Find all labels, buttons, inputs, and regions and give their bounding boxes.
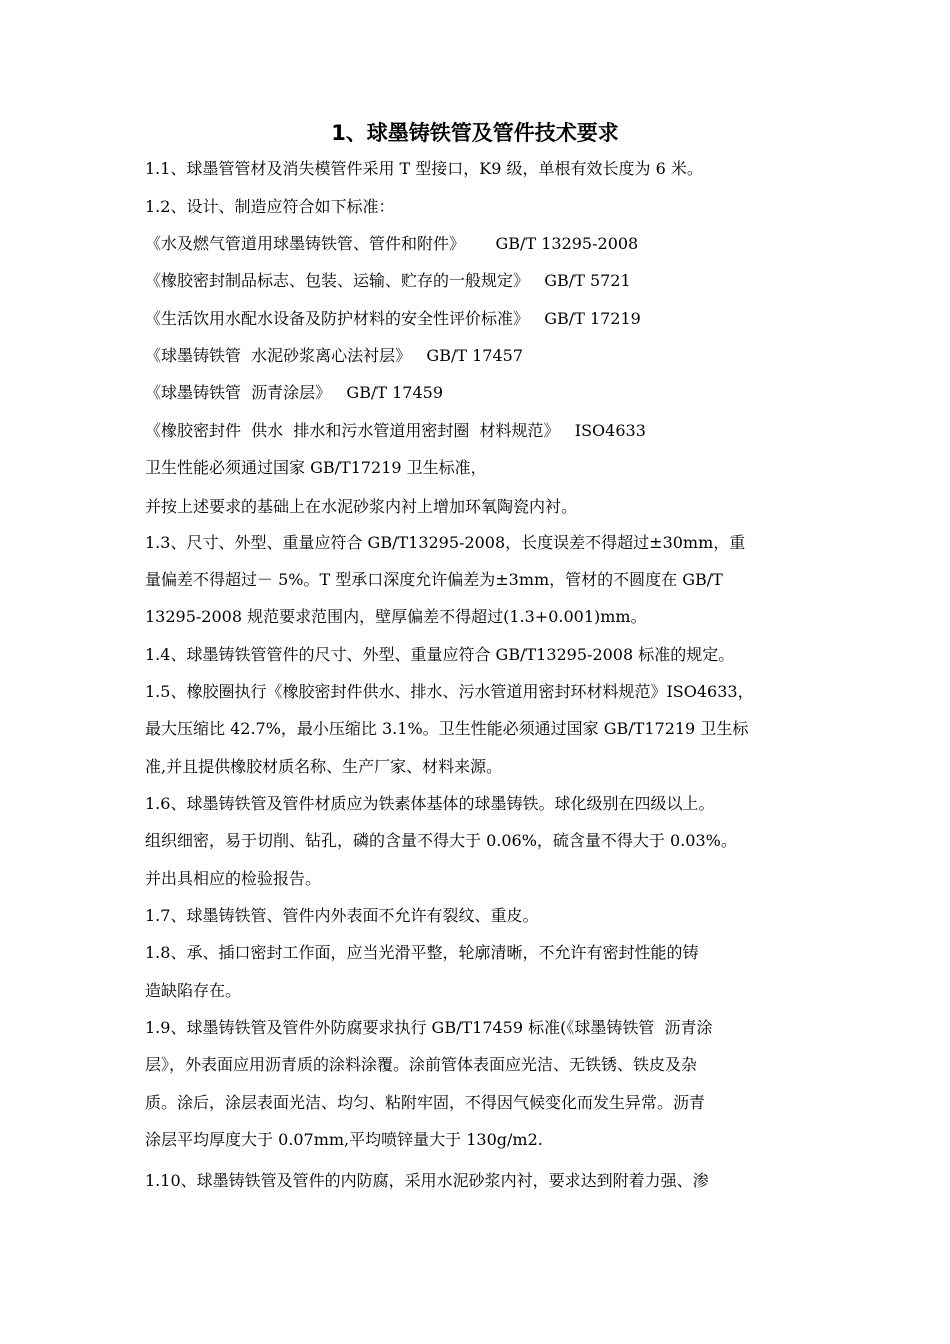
text-line: 《橡胶密封制品标志、包装、运输、贮存的一般规定》 GB/T 5721 [145,271,631,290]
text-line: 组织细密，易于切削、钻孔，磷的含量不得大于 0.06%，硫含量不得大于 0.03%。 [145,831,737,850]
text-line: 量偏差不得超过－ 5%。T 型承口深度允许偏差为±3mm，管材的不圆度在 GB/T [145,570,723,589]
text-line: 《球墨铸铁管 沥青涂层》 GB/T 17459 [145,383,444,402]
text-line: 1.4、球墨铸铁管管件的尺寸、外型、重量应符合 GB/T13295-2008 标准的规定。 [145,645,735,664]
text-line: 准,并且提供橡胶材质名称、生产厂家、材料来源。 [145,757,503,776]
document-title: 1、球墨铸铁管及管件技术要求 [331,121,619,145]
text-line: 1.2、设计、制造应符合如下标准： [145,197,395,216]
text-line: 1.7、球墨铸铁管、管件内外表面不允许有裂纹、重皮。 [145,906,539,925]
text-line: 质。涂后，涂层表面光洁、均匀、粘附牢固，不得因气候变化而发生异常。沥青 [145,1093,706,1112]
text-line: 1.6、球墨铸铁管及管件材质应为铁素体基体的球墨铸铁。球化级别在四级以上。 [145,794,715,813]
text-line: 并出具相应的检验报告。 [145,869,322,888]
text-line: 《橡胶密封件 供水 排水和污水管道用密封圈 材料规范》 ISO4633 [145,421,646,440]
text-line: 1.1、球墨管管材及消失模管件采用 T 型接口，K9 级，单根有效长度为 6 米。 [145,159,703,178]
text-line: 1.8、承、插口密封工作面，应当光滑平整，轮廓清晰，不允许有密封性能的铸 [145,943,699,962]
text-line: 最大压缩比 42.7%，最小压缩比 3.1%。卫生性能必须通过国家 GB/T17219 卫生标 [145,719,749,738]
text-line: 《球墨铸铁管 水泥砂浆离心法衬层》 GB/T 17457 [145,346,524,365]
text-line: 《生活饮用水配水设备及防护材料的安全性评价标准》 GB/T 17219 [145,309,641,328]
text-line: 1.3、尺寸、外型、重量应符合 GB/T13295-2008，长度误差不得超过±30mm，重 [145,533,746,552]
text-line: 涂层平均厚度大于 0.07mm,平均喷锌量大于 130g/m2. [145,1130,543,1149]
text-line: 层》，外表面应用沥青质的涂料涂覆。涂前管体表面应光洁、无铁锈、铁皮及杂 [145,1055,698,1074]
text-line: 1.10、球墨铸铁管及管件的内防腐，采用水泥砂浆内衬，要求达到附着力强、渗 [145,1171,709,1190]
text-line: 卫生性能必须通过国家 GB/T17219 卫生标准， [145,458,487,477]
text-line: 13295-2008 规范要求范围内，壁厚偏差不得超过(1.3+0.001)mm。 [145,607,647,626]
text-line: 并按上述要求的基础上在水泥砂浆内衬上增加环氧陶瓷内衬。 [145,497,578,516]
text-line: 《水及燃气管道用球墨铸铁管、管件和附件》 GB/T 13295-2008 [145,234,639,253]
text-line: 1.5、橡胶圈执行《橡胶密封件供水、排水、污水管道用密封环材料规范》ISO4633， [145,682,754,701]
text-line: 1.9、球墨铸铁管及管件外防腐要求执行 GB/T17459 标准(《球墨铸铁管 沥青涂 [145,1018,713,1037]
text-line: 造缺陷存在。 [145,981,242,1000]
